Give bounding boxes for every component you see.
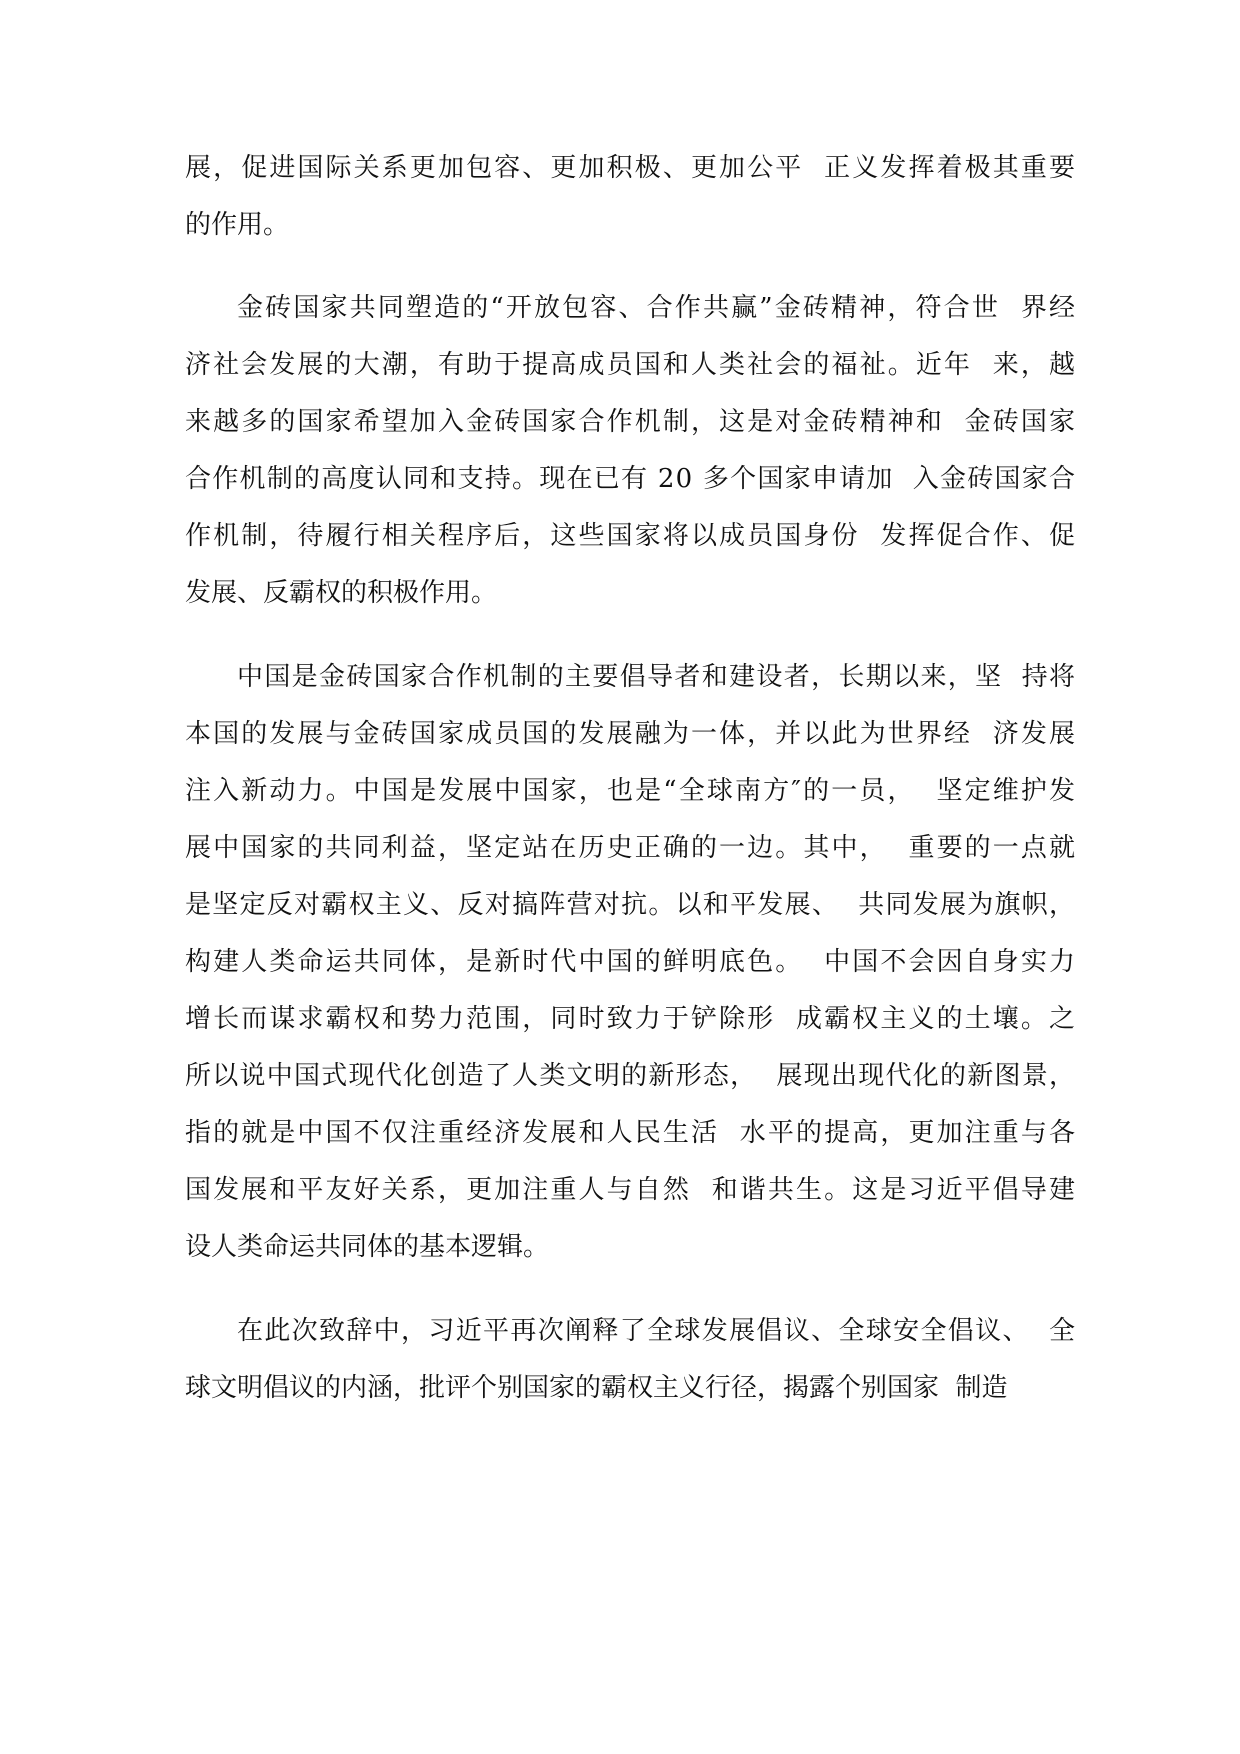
text-line: 中国是金砖国家合作机制的主要倡导者和建设者，长期以来，坚 持将 <box>237 662 1077 692</box>
text-line: 所以说中国式现代化创造了人类文明的新形态， 展现出现代化的新图景， <box>185 1061 1077 1091</box>
text-line: 发展、反霸权的积极作用。 <box>185 578 498 608</box>
text-line: 作机制，待履行相关程序后，这些国家将以成员国身份 发挥促合作、促 <box>185 521 1078 551</box>
text-line: 国发展和平友好关系，更加注重人与自然 和谐共生。这是习近平倡导建 <box>185 1175 1078 1205</box>
text-line: 是坚定反对霸权主义、反对搞阵营对抗。以和平发展、 共同发展为旗帜， <box>185 890 1077 920</box>
text-line: 金砖国家共同塑造的“开放包容、合作共赢”金砖精神，符合世 界经 <box>237 293 1078 323</box>
text-line: 设人类命运共同体的基本逻辑。 <box>185 1232 550 1262</box>
text-line: 在此次致辞中，习近平再次阐释了全球发展倡议、全球安全倡议、 全 <box>237 1316 1077 1346</box>
text-line: 本国的发展与金砖国家成员国的发展融为一体，并以此为世界经 济发展 <box>185 719 1078 749</box>
text-line: 济社会发展的大潮，有助于提高成员国和人类社会的福祉。近年 来，越 <box>185 350 1078 380</box>
text-line: 注入新动力。中国是发展中国家，也是“全球南方″的一员， 坚定维护发 <box>185 776 1078 806</box>
text-line: 构建人类命运共同体，是新时代中国的鲜明底色。 中国不会因自身实力 <box>185 947 1078 977</box>
text-line: 合作机制的高度认同和支持。现在已有 20 多个国家申请加 入金砖国家合 <box>185 464 1077 494</box>
text-line: 指的就是中国不仅注重经济发展和人民生活 水平的提高，更加注重与各 <box>185 1118 1078 1148</box>
text-line: 展中国家的共同利益，坚定站在历史正确的一边。其中， 重要的一点就 <box>185 833 1078 863</box>
text-line: 来越多的国家希望加入金砖国家合作机制，这是对金砖精神和 金砖国家 <box>185 407 1078 437</box>
text-line: 的作用。 <box>185 210 290 240</box>
text-line: 展，促进国际关系更加包容、更加积极、更加公平 正义发挥着极其重要 <box>185 153 1078 183</box>
text-line: 球文明倡议的内涵，批评个别国家的霸权主义行径，揭露个别国家 制造 <box>185 1373 1008 1403</box>
text-line: 增长而谋求霸权和势力范围，同时致力于铲除形 成霸权主义的土壤。之 <box>185 1004 1078 1034</box>
